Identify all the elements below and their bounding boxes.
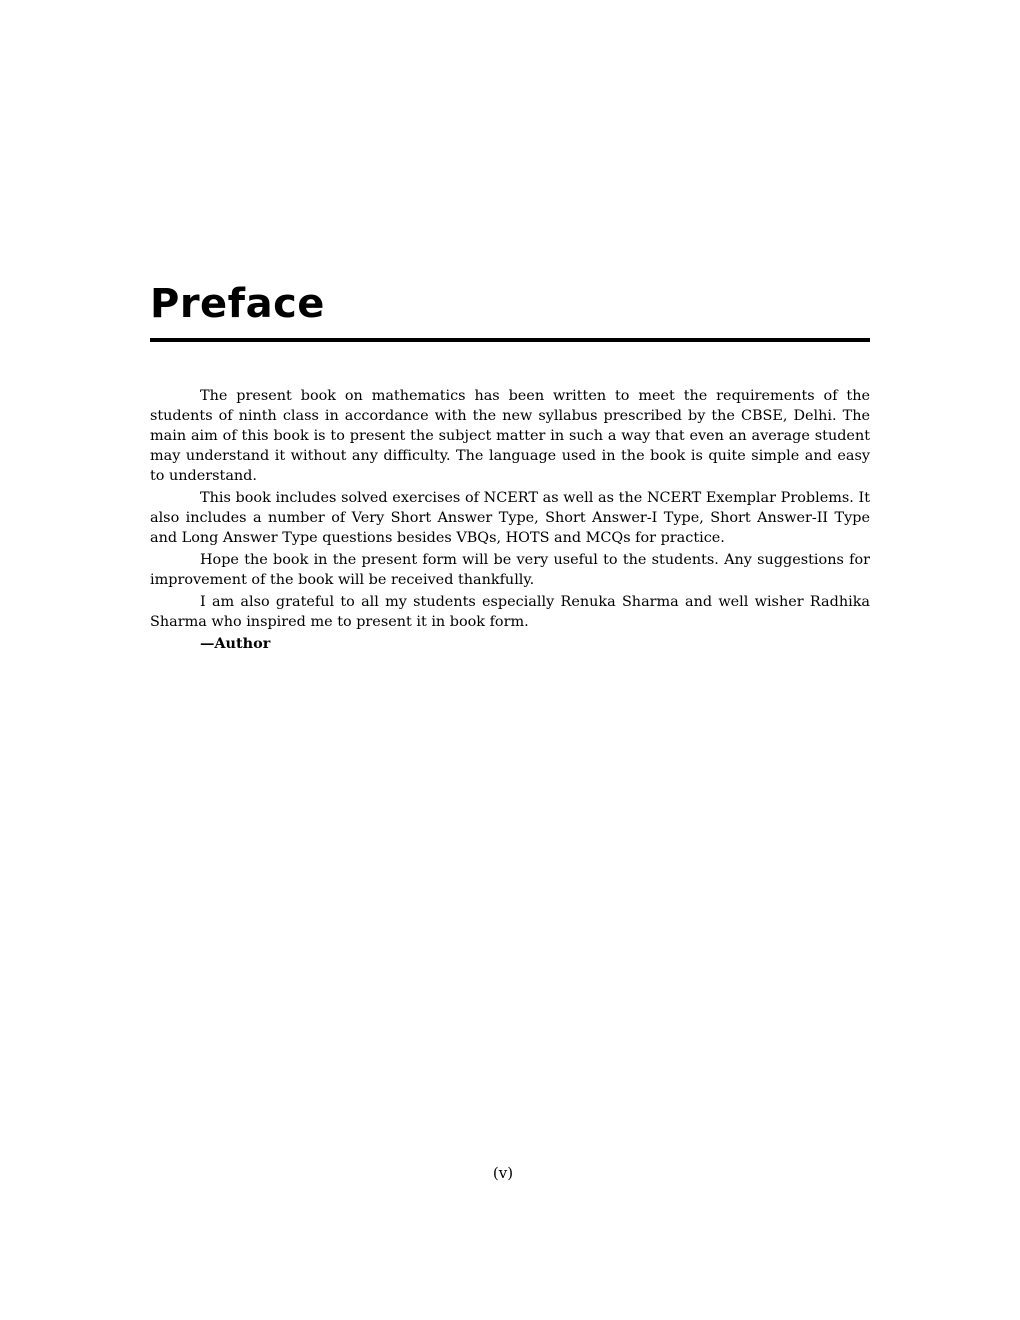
author-signature: —Author [200,635,271,652]
paragraph-gratitude: I am also grateful to all my students especially Renuka Sharma and well wisher Radhika Sharma who inspired me to present it in book form. [150,594,870,630]
paragraph-hope: Hope the book in the present form will be very useful to the students. Any suggestions for improvement of the book will be received thankfully. [150,552,870,588]
page-number: (v) [492,1164,514,1182]
heading-underline-rule [150,338,870,342]
page-heading: Preface [150,281,325,327]
paragraph-contents: This book includes solved exercises of NCERT as well as the NCERT Exemplar Problems. It also includes a number of Very Short Answer Type, Short Answer-I Type, Short Answer-II Type and Long Answer Type questions besides VBQs, HOTS and MCQs for practice. [150,490,870,546]
paragraph-intro: The present book on mathematics has been written to meet the requirements of the students of ninth class in accordance with the new syllabus prescribed by the CBSE, Delhi. The main aim of this book is to present the subject matter in such a way that even an average student may understand it without any difficulty. The language used in the book is quite simple and easy to understand. [150,388,870,484]
preface-body [150,386,870,656]
